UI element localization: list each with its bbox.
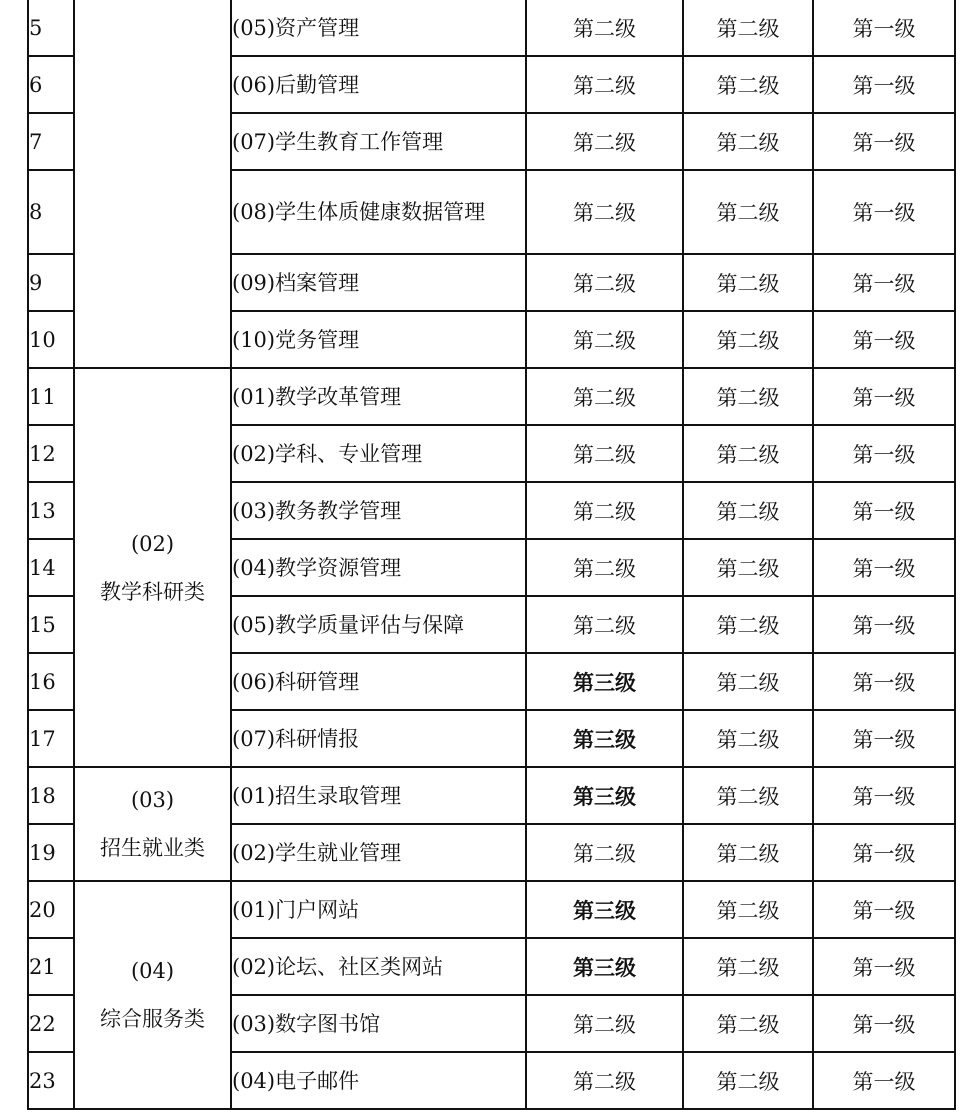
protection-level-1: 第二级 [526,0,683,56]
protection-level-3: 第一级 [813,995,955,1052]
protection-level-1: 第二级 [526,254,683,311]
system-name: (02)论坛、社区类网站 [231,938,526,995]
system-name: (02)学科、专业管理 [231,425,526,482]
protection-level-1: 第二级 [526,995,683,1052]
table-row [28,767,955,824]
table-row [28,0,955,56]
row-number: 16 [28,653,74,710]
table-row [28,368,955,425]
protection-level-2: 第二级 [683,767,813,824]
protection-level-2: 第二级 [683,824,813,881]
protection-level-3: 第一级 [813,767,955,824]
protection-level-2: 第二级 [683,56,813,113]
row-number: 7 [28,113,74,170]
row-number: 20 [28,881,74,938]
protection-level-2: 第二级 [683,596,813,653]
system-name: (10)党务管理 [231,311,526,368]
protection-level-1: 第二级 [526,311,683,368]
protection-level-1: 第二级 [526,596,683,653]
system-name: (05)资产管理 [231,0,526,56]
system-name: (07)学生教育工作管理 [231,113,526,170]
system-name: (01)门户网站 [231,881,526,938]
protection-level-3: 第一级 [813,311,955,368]
row-number: 8 [28,170,74,254]
protection-level-2: 第二级 [683,368,813,425]
protection-level-1: 第二级 [526,56,683,113]
system-name: (01)招生录取管理 [231,767,526,824]
category-name: 综合服务类 [100,1007,205,1031]
system-name: (06)后勤管理 [231,56,526,113]
row-number: 22 [28,995,74,1052]
protection-level-3: 第一级 [813,881,955,938]
row-number: 21 [28,938,74,995]
system-name: (01)教学改革管理 [231,368,526,425]
protection-level-2: 第二级 [683,311,813,368]
category-code: (03) [130,788,175,812]
row-number: 23 [28,1052,74,1109]
table-row [28,881,955,938]
protection-level-2: 第二级 [683,0,813,56]
protection-level-2: 第二级 [683,938,813,995]
category-cell [74,881,231,1109]
protection-level-2: 第二级 [683,539,813,596]
protection-level-1: 第二级 [526,170,683,254]
protection-level-1: 第二级 [526,539,683,596]
protection-level-1: 第三级 [526,938,683,995]
protection-level-2: 第二级 [683,710,813,767]
protection-level-2: 第二级 [683,254,813,311]
protection-level-1: 第三级 [526,710,683,767]
protection-level-1: 第二级 [526,425,683,482]
protection-level-3: 第一级 [813,653,955,710]
protection-level-3: 第一级 [813,254,955,311]
category-cell [74,368,231,767]
protection-level-3: 第一级 [813,56,955,113]
row-number: 13 [28,482,74,539]
protection-level-1: 第二级 [526,113,683,170]
system-name: (04)教学资源管理 [231,539,526,596]
protection-level-3: 第一级 [813,113,955,170]
system-name: (06)科研管理 [231,653,526,710]
system-name: (03)教务教学管理 [231,482,526,539]
row-number: 6 [28,56,74,113]
row-number: 14 [28,539,74,596]
protection-level-2: 第二级 [683,482,813,539]
row-number: 12 [28,425,74,482]
row-number: 9 [28,254,74,311]
protection-level-1: 第二级 [526,368,683,425]
protection-level-2: 第二级 [683,995,813,1052]
protection-level-3: 第一级 [813,170,955,254]
protection-level-3: 第一级 [813,425,955,482]
protection-level-3: 第一级 [813,0,955,56]
protection-level-1: 第二级 [526,482,683,539]
classification-table [27,0,956,1110]
system-name: (02)学生就业管理 [231,824,526,881]
protection-level-2: 第二级 [683,881,813,938]
protection-level-3: 第一级 [813,539,955,596]
protection-level-2: 第二级 [683,113,813,170]
protection-level-1: 第三级 [526,767,683,824]
row-number: 11 [28,368,74,425]
system-name: (07)科研情报 [231,710,526,767]
protection-level-2: 第二级 [683,1052,813,1109]
protection-level-3: 第一级 [813,1052,955,1109]
protection-level-3: 第一级 [813,710,955,767]
system-name: (04)电子邮件 [231,1052,526,1109]
system-name: (08)学生体质健康数据管理 [231,170,526,254]
row-number: 10 [28,311,74,368]
row-number: 15 [28,596,74,653]
category-cell [74,767,231,881]
category-code: (02) [130,531,175,556]
protection-level-1: 第三级 [526,881,683,938]
protection-level-3: 第一级 [813,368,955,425]
row-number: 17 [28,710,74,767]
category-cell [74,0,231,368]
row-number: 18 [28,767,74,824]
protection-level-2: 第二级 [683,170,813,254]
system-name: (03)数字图书馆 [231,995,526,1052]
protection-level-1: 第二级 [526,824,683,881]
protection-level-2: 第二级 [683,425,813,482]
protection-level-3: 第一级 [813,938,955,995]
row-number: 5 [28,0,74,56]
protection-level-1: 第三级 [526,653,683,710]
system-name: (09)档案管理 [231,254,526,311]
category-name: 招生就业类 [100,836,205,860]
protection-level-1: 第二级 [526,1052,683,1109]
protection-level-3: 第一级 [813,482,955,539]
category-name: 教学科研类 [100,579,205,604]
protection-level-3: 第一级 [813,824,955,881]
row-number: 19 [28,824,74,881]
system-name: (05)教学质量评估与保障 [231,596,526,653]
protection-level-2: 第二级 [683,653,813,710]
protection-level-3: 第一级 [813,596,955,653]
category-code: (04) [130,959,175,983]
